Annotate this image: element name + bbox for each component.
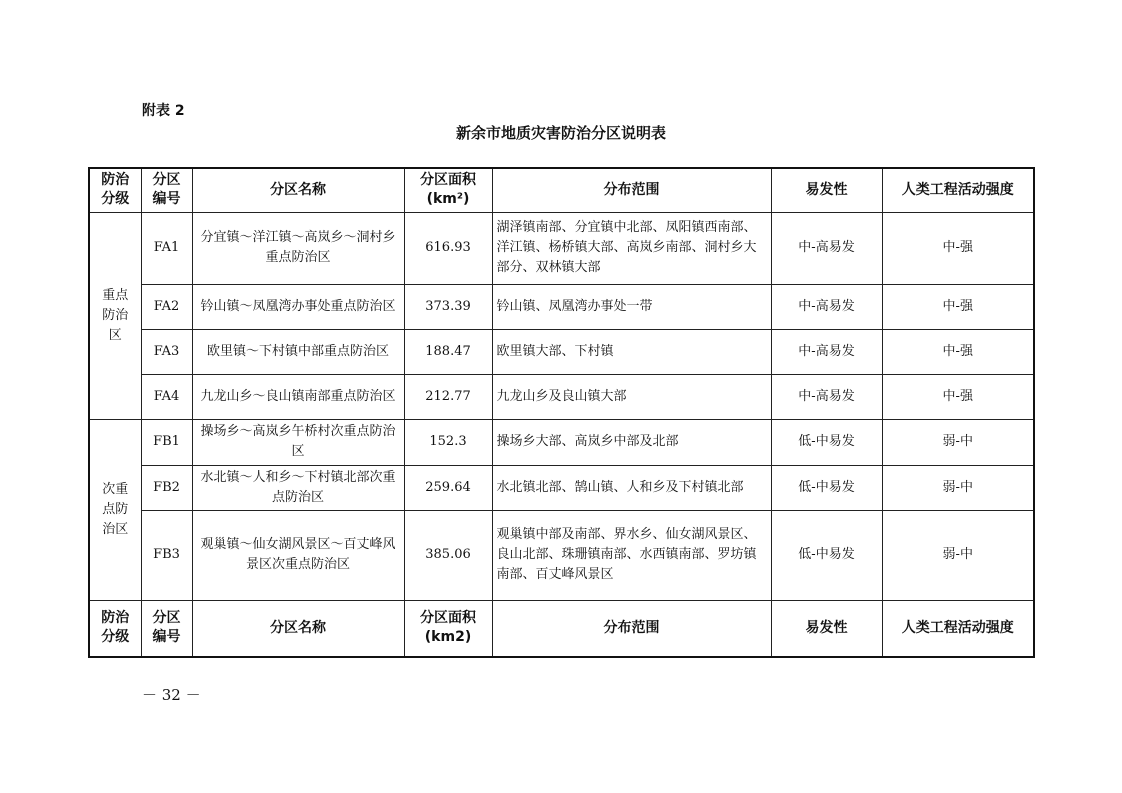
zone-range: 湖泽镇南部、分宜镇中北部、凤阳镇西南部、洋江镇、杨桥镇大部、高岚乡南部、洞村乡大部分、双林镇大部: [492, 212, 771, 284]
table-row: [89, 329, 1034, 374]
zone-range: 观巢镇中部及南部、界水乡、仙女湖风景区、良山北部、珠珊镇南部、水西镇南部、罗坊镇南部、百丈峰风景区: [492, 510, 771, 600]
zone-range: 欧里镇大部、下村镇: [492, 329, 771, 374]
header-name: 分区名称: [192, 168, 404, 212]
table-row: [89, 284, 1034, 329]
footer-header-name: 分区名称: [192, 600, 404, 657]
zone-area: 212.77: [404, 374, 492, 419]
zone-intensity: 弱-中: [882, 419, 1034, 465]
zone-code: FA2: [141, 284, 192, 329]
attachment-label: 附表 2: [142, 103, 185, 119]
zone-susceptibility: 低-中易发: [771, 465, 882, 510]
header-susceptibility: 易发性: [771, 168, 882, 212]
zone-intensity: 弱-中: [882, 510, 1034, 600]
footer-header-level: 防治 分级: [89, 600, 141, 657]
zone-range: 水北镇北部、鹄山镇、人和乡及下村镇北部: [492, 465, 771, 510]
group-level-secondary: 次重 点防 治区: [89, 419, 141, 600]
zone-susceptibility: 中-高易发: [771, 329, 882, 374]
table-row: [89, 374, 1034, 419]
table-row: [89, 510, 1034, 600]
zone-intensity: 弱-中: [882, 465, 1034, 510]
zone-intensity: 中-强: [882, 374, 1034, 419]
zone-code: FA1: [141, 212, 192, 284]
header-area: 分区面积 (km²): [404, 168, 492, 212]
zone-name: 钤山镇～凤凰湾办事处重点防治区: [192, 284, 404, 329]
zone-name: 水北镇～人和乡～下村镇北部次重点防治区: [192, 465, 404, 510]
zone-code: FA4: [141, 374, 192, 419]
zone-name: 观巢镇～仙女湖风景区～百丈峰风景区次重点防治区: [192, 510, 404, 600]
zone-susceptibility: 中-高易发: [771, 212, 882, 284]
zone-area: 385.06: [404, 510, 492, 600]
zone-intensity: 中-强: [882, 329, 1034, 374]
table-footer-header-row: [89, 600, 1034, 657]
zone-code: FB3: [141, 510, 192, 600]
footer-header-range: 分布范围: [492, 600, 771, 657]
footer-header-intensity: 人类工程活动强度: [882, 600, 1034, 657]
header-intensity: 人类工程活动强度: [882, 168, 1034, 212]
zone-name: 九龙山乡～良山镇南部重点防治区: [192, 374, 404, 419]
header-code: 分区 编号: [141, 168, 192, 212]
zone-name: 欧里镇～下村镇中部重点防治区: [192, 329, 404, 374]
table-title: 新余市地质灾害防治分区说明表: [455, 124, 666, 142]
table-row: [89, 419, 1034, 465]
zone-range: 钤山镇、凤凰湾办事处一带: [492, 284, 771, 329]
zone-susceptibility: 低-中易发: [771, 419, 882, 465]
zone-intensity: 中-强: [882, 284, 1034, 329]
zone-susceptibility: 中-高易发: [771, 284, 882, 329]
zone-area: 616.93: [404, 212, 492, 284]
zone-code: FB1: [141, 419, 192, 465]
group-level-key: 重点 防治 区: [89, 212, 141, 419]
table-row: [89, 465, 1034, 510]
zone-range: 操场乡大部、高岚乡中部及北部: [492, 419, 771, 465]
zone-area: 152.3: [404, 419, 492, 465]
table-header-row: [89, 168, 1034, 212]
zone-area: 259.64: [404, 465, 492, 510]
zone-code: FB2: [141, 465, 192, 510]
footer-header-area: 分区面积 (km2): [404, 600, 492, 657]
footer-header-susceptibility: 易发性: [771, 600, 882, 657]
header-level: 防治 分级: [89, 168, 141, 212]
zone-range: 九龙山乡及良山镇大部: [492, 374, 771, 419]
zone-code: FA3: [141, 329, 192, 374]
page-number: － 32 －: [142, 686, 201, 704]
zone-name: 操场乡～高岚乡午桥村次重点防治区: [192, 419, 404, 465]
table-row: [89, 212, 1034, 284]
zone-susceptibility: 中-高易发: [771, 374, 882, 419]
footer-header-code: 分区 编号: [141, 600, 192, 657]
zone-area: 373.39: [404, 284, 492, 329]
zone-susceptibility: 低-中易发: [771, 510, 882, 600]
zone-area: 188.47: [404, 329, 492, 374]
zone-name: 分宜镇～洋江镇～高岚乡～洞村乡重点防治区: [192, 212, 404, 284]
zoning-table: [88, 167, 1035, 658]
zone-intensity: 中-强: [882, 212, 1034, 284]
header-range: 分布范围: [492, 168, 771, 212]
